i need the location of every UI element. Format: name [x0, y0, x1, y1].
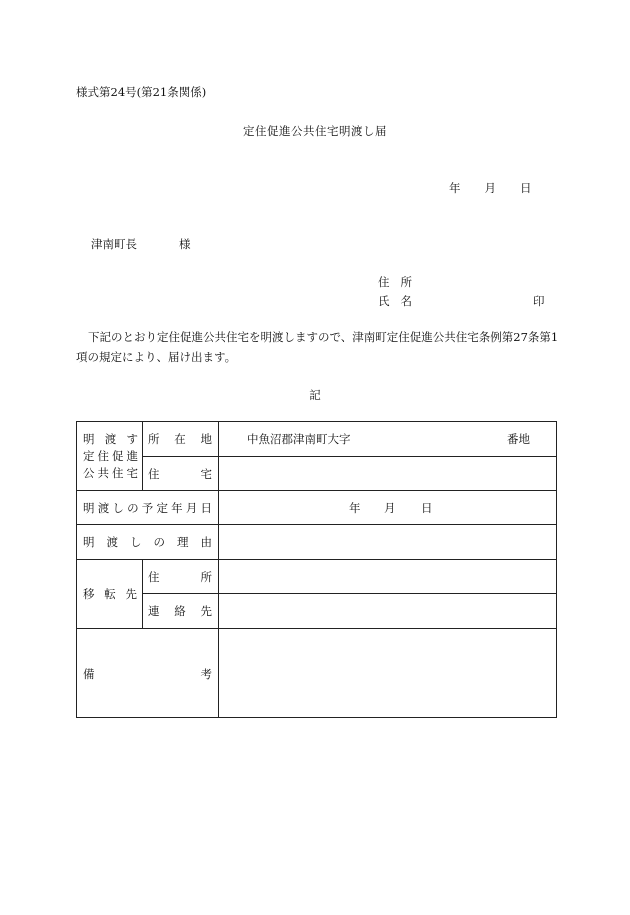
housing-group-char: 渡: [104, 432, 117, 446]
location-label-char: 在: [174, 432, 186, 446]
destination-group-char: 先: [125, 587, 137, 601]
housing-label-cell: [143, 457, 219, 491]
destination-group-char: 転: [104, 587, 116, 601]
move-date-year: 年: [349, 501, 361, 515]
housing-label-char: 住: [148, 467, 160, 481]
seal-mark: 印: [533, 294, 545, 308]
move-date-label-char: 日: [200, 501, 212, 515]
dest-contact-label-char: 連: [148, 604, 160, 618]
remarks-label-cell: [77, 629, 219, 717]
move-date-label-char: 月: [185, 501, 198, 515]
remarks-value-cell[interactable]: [219, 629, 556, 717]
body-paragraph: [76, 327, 566, 367]
page-title: 定住促進公共住宅明渡し届: [243, 124, 387, 138]
applicant-address-label: 住所: [378, 275, 423, 289]
housing-value-cell[interactable]: [219, 457, 556, 491]
housing-group-char: 明: [83, 432, 95, 446]
housing-group-char: 住: [112, 466, 124, 480]
dest-contact-value-cell[interactable]: [219, 594, 556, 629]
housing-group-char: 定: [83, 449, 95, 463]
dest-contact-label-char: 先: [200, 604, 212, 618]
dest-address-label-cell: [143, 560, 219, 594]
move-date-day: 日: [421, 501, 433, 515]
housing-group-char: 共: [97, 466, 109, 480]
housing-group-label: [77, 422, 143, 491]
move-date-label-char: 年: [171, 501, 183, 515]
ki-label: 記: [309, 388, 321, 402]
date-month-label: 月: [484, 181, 496, 195]
addressee-name: 津南町長: [91, 237, 137, 251]
reason-label-cell: [77, 525, 219, 560]
location-value: 中魚沼郡津南町大字: [247, 432, 351, 446]
reason-label-char: の: [153, 535, 165, 549]
dest-contact-label-char: 絡: [174, 604, 186, 618]
location-label-char: 所: [148, 432, 160, 446]
housing-group-char: 促: [112, 449, 124, 463]
reason-value-cell[interactable]: [219, 525, 556, 560]
housing-group-line: [83, 448, 138, 465]
location-value-cell: [219, 422, 556, 457]
housing-group-char: 公: [83, 466, 95, 480]
reason-label-char: 明: [83, 535, 95, 549]
addressee: [91, 236, 191, 252]
form-number: 様式第24号(第21条関係): [76, 85, 207, 99]
reason-label-char: 理: [177, 535, 189, 549]
housing-group-char: す: [126, 432, 138, 446]
remarks-label-char: 備: [83, 667, 95, 681]
housing-group-char: 住: [97, 449, 109, 463]
move-date-label-char: 定: [156, 501, 168, 515]
dest-address-label-char: 住: [148, 570, 160, 584]
dest-address-value-cell[interactable]: [219, 560, 556, 594]
move-date-label-cell: [77, 491, 219, 525]
destination-group-char: 移: [83, 587, 95, 601]
body-text: 下記のとおり定住促進公共住宅を明渡しますので、津南町定住促進公共住宅条例第27条第1項の規定により、届け出ます。: [76, 330, 559, 364]
move-date-label-char: 渡: [97, 501, 110, 515]
date-year-label: 年: [449, 181, 461, 195]
move-date-label-char: の: [127, 501, 139, 515]
dest-address-label-char: 所: [200, 570, 212, 584]
move-date-month: 月: [384, 501, 396, 515]
form-table: [76, 421, 557, 718]
date-day-label: 日: [520, 181, 532, 195]
destination-group-label: [77, 560, 143, 629]
housing-group-char: 宅: [126, 466, 138, 480]
addressee-honorific: 様: [179, 237, 191, 251]
move-date-label-char: 明: [83, 501, 95, 515]
reason-label-char: 渡: [106, 535, 118, 549]
reason-label-char: し: [130, 535, 142, 549]
reason-label-char: 由: [200, 535, 212, 549]
housing-group-line: [83, 465, 138, 482]
move-date-label-char: し: [112, 501, 124, 515]
location-label-char: 地: [200, 432, 212, 446]
submission-date: [449, 180, 532, 196]
remarks-label-char: 考: [200, 667, 212, 681]
housing-group-char: 進: [126, 449, 138, 463]
dest-contact-label-cell: [143, 594, 219, 629]
location-label-cell: [143, 422, 219, 457]
move-date-value-cell[interactable]: [219, 491, 556, 525]
housing-group-line: [83, 431, 138, 448]
move-date-label-char: 予: [141, 501, 154, 515]
housing-label-char: 宅: [200, 467, 212, 481]
location-suffix: 番地: [507, 432, 530, 446]
applicant-name-label: 氏名: [378, 294, 423, 308]
